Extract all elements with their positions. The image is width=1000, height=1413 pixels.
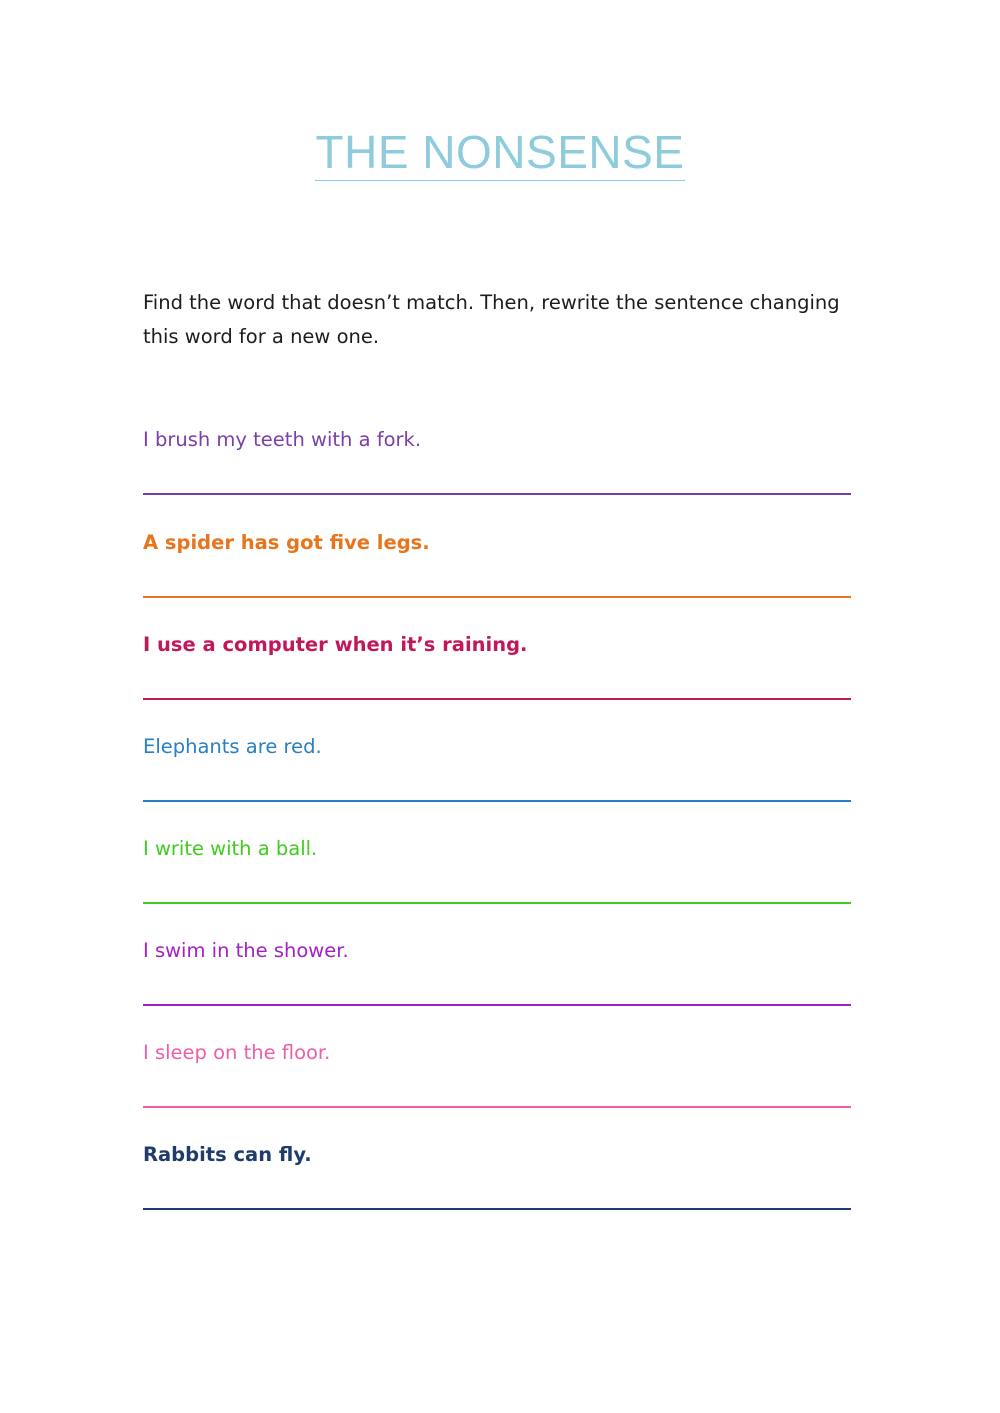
- exercise-sentence: Rabbits can fly.: [143, 1143, 312, 1166]
- answer-line[interactable]: [143, 800, 851, 802]
- exercise-item: [143, 528, 851, 558]
- answer-line[interactable]: [143, 1004, 851, 1006]
- exercise-item: [143, 630, 851, 660]
- exercise-item: [143, 732, 851, 762]
- exercise-sentence: I swim in the shower.: [143, 939, 349, 962]
- instructions-text: Find the word that doesn’t match. Then, rewrite the sentence changing this word for a new one.: [143, 291, 840, 348]
- worksheet-title-text: THE NONSENSE: [315, 124, 686, 181]
- exercise-item: [143, 1140, 851, 1170]
- worksheet-title: [0, 122, 1000, 182]
- exercise-sentence: I write with a ball.: [143, 837, 318, 860]
- exercise-item: [143, 834, 851, 864]
- exercise-sentence: I use a computer when it’s raining.: [143, 633, 528, 656]
- answer-line[interactable]: [143, 1208, 851, 1210]
- exercise-item: [143, 425, 851, 455]
- answer-line[interactable]: [143, 698, 851, 700]
- exercise-sentence: I brush my teeth with a fork.: [143, 428, 422, 451]
- answer-line[interactable]: [143, 902, 851, 904]
- exercise-sentence: Elephants are red.: [143, 735, 322, 758]
- answer-line[interactable]: [143, 596, 851, 598]
- exercise-sentence: A spider has got five legs.: [143, 531, 430, 554]
- answer-line[interactable]: [143, 1106, 851, 1108]
- answer-line[interactable]: [143, 493, 851, 495]
- exercise-sentence: I sleep on the floor.: [143, 1041, 331, 1064]
- exercise-item: [143, 936, 851, 966]
- exercise-item: [143, 1038, 851, 1068]
